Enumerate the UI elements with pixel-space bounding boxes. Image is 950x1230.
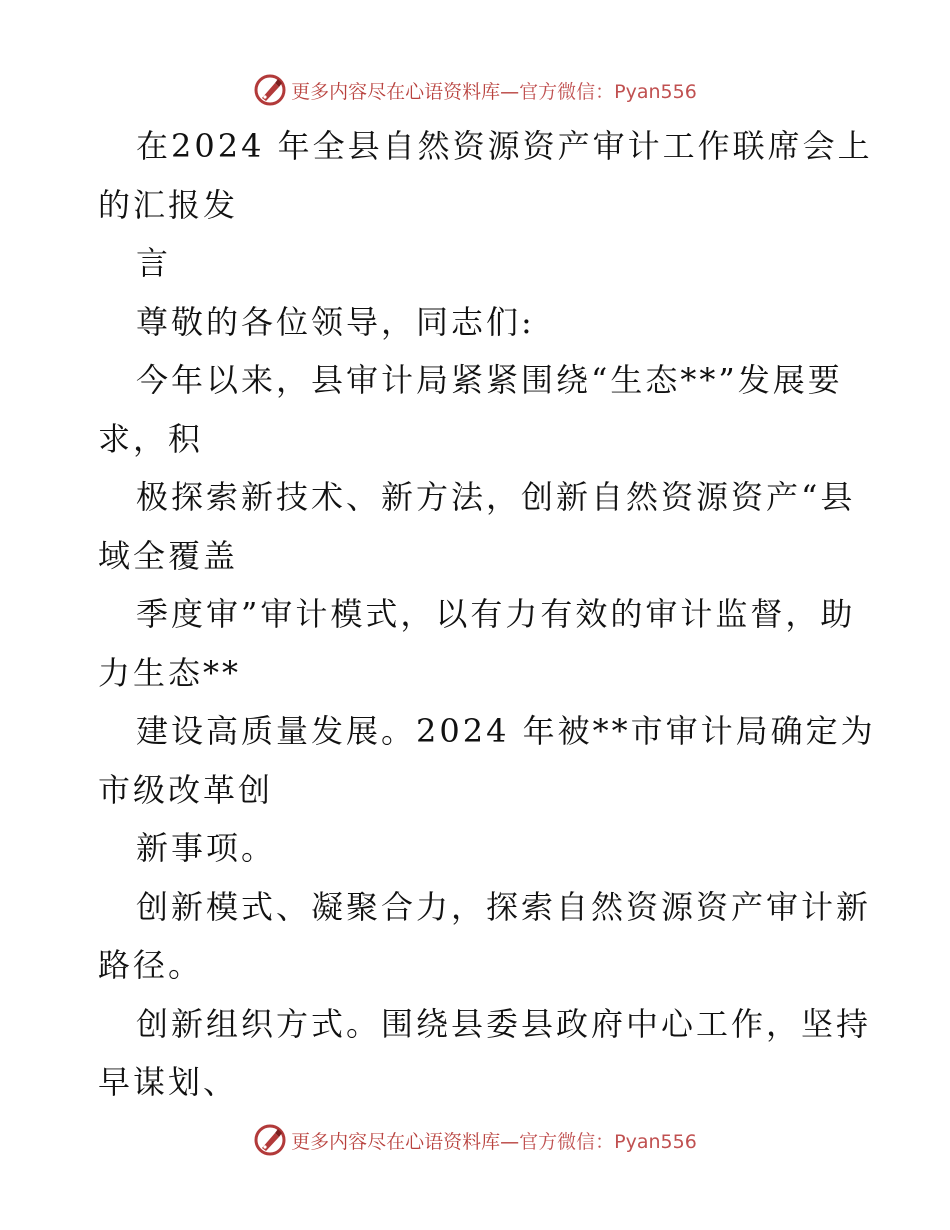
paragraph-continuation: 早谋划、	[98, 1063, 239, 1101]
paragraph	[98, 351, 858, 468]
paragraph-continuation: 求，积	[98, 419, 204, 458]
paragraph-line: 季度审”审计模式，以有力有效的审计监督，助	[136, 595, 856, 633]
paragraph-line: 建设高质量发展。2024 年被**市审计局确定为	[136, 712, 876, 750]
paragraph	[98, 117, 873, 234]
paragraph-line: 创新模式、凝聚合力，探索自然资源资产审计新	[136, 887, 872, 926]
watermark-header	[0, 70, 950, 110]
paragraph-line: 新事项。	[136, 829, 277, 867]
paragraph-line: 尊敬的各位领导，同志们:	[136, 302, 535, 341]
watermark-contact: 官方微信：Pyan556	[519, 80, 697, 103]
pen-logo-icon	[253, 1123, 287, 1157]
paragraph	[98, 585, 858, 702]
watermark-footer	[0, 1120, 950, 1160]
paragraph-continuation: 力生态**	[98, 653, 242, 692]
paragraph-continuation: 市级改革创	[98, 770, 274, 809]
paragraph-line: 极探索新技术、新方法，创新自然资源资产“县	[136, 478, 856, 516]
paragraph	[98, 819, 858, 878]
pen-logo-icon	[253, 73, 287, 107]
watermark-contact: 官方微信：Pyan556	[519, 1130, 697, 1153]
paragraph	[98, 878, 872, 995]
paragraph	[98, 468, 858, 585]
document-body	[98, 117, 876, 1112]
paragraph	[98, 995, 872, 1112]
paragraph	[98, 702, 876, 819]
watermark-text: 更多内容尽在心语资料库—	[291, 80, 520, 103]
paragraph-continuation: 域全覆盖	[98, 536, 239, 575]
paragraph-line: 言	[136, 244, 172, 282]
paragraph-line: 今年以来，县审计局紧紧围绕“生态**”发展要	[136, 361, 843, 399]
watermark-text: 更多内容尽在心语资料库—	[291, 1130, 520, 1153]
paragraph-line: 创新组织方式。围绕县委县政府中心工作，坚持	[136, 1004, 872, 1043]
paragraph-line: 在2024 年全县自然资源资产审计工作联席会上	[136, 127, 873, 165]
paragraph-continuation: 的汇报发	[98, 185, 239, 224]
paragraph	[98, 293, 858, 352]
paragraph	[98, 234, 858, 293]
paragraph-continuation: 路径。	[98, 946, 204, 984]
